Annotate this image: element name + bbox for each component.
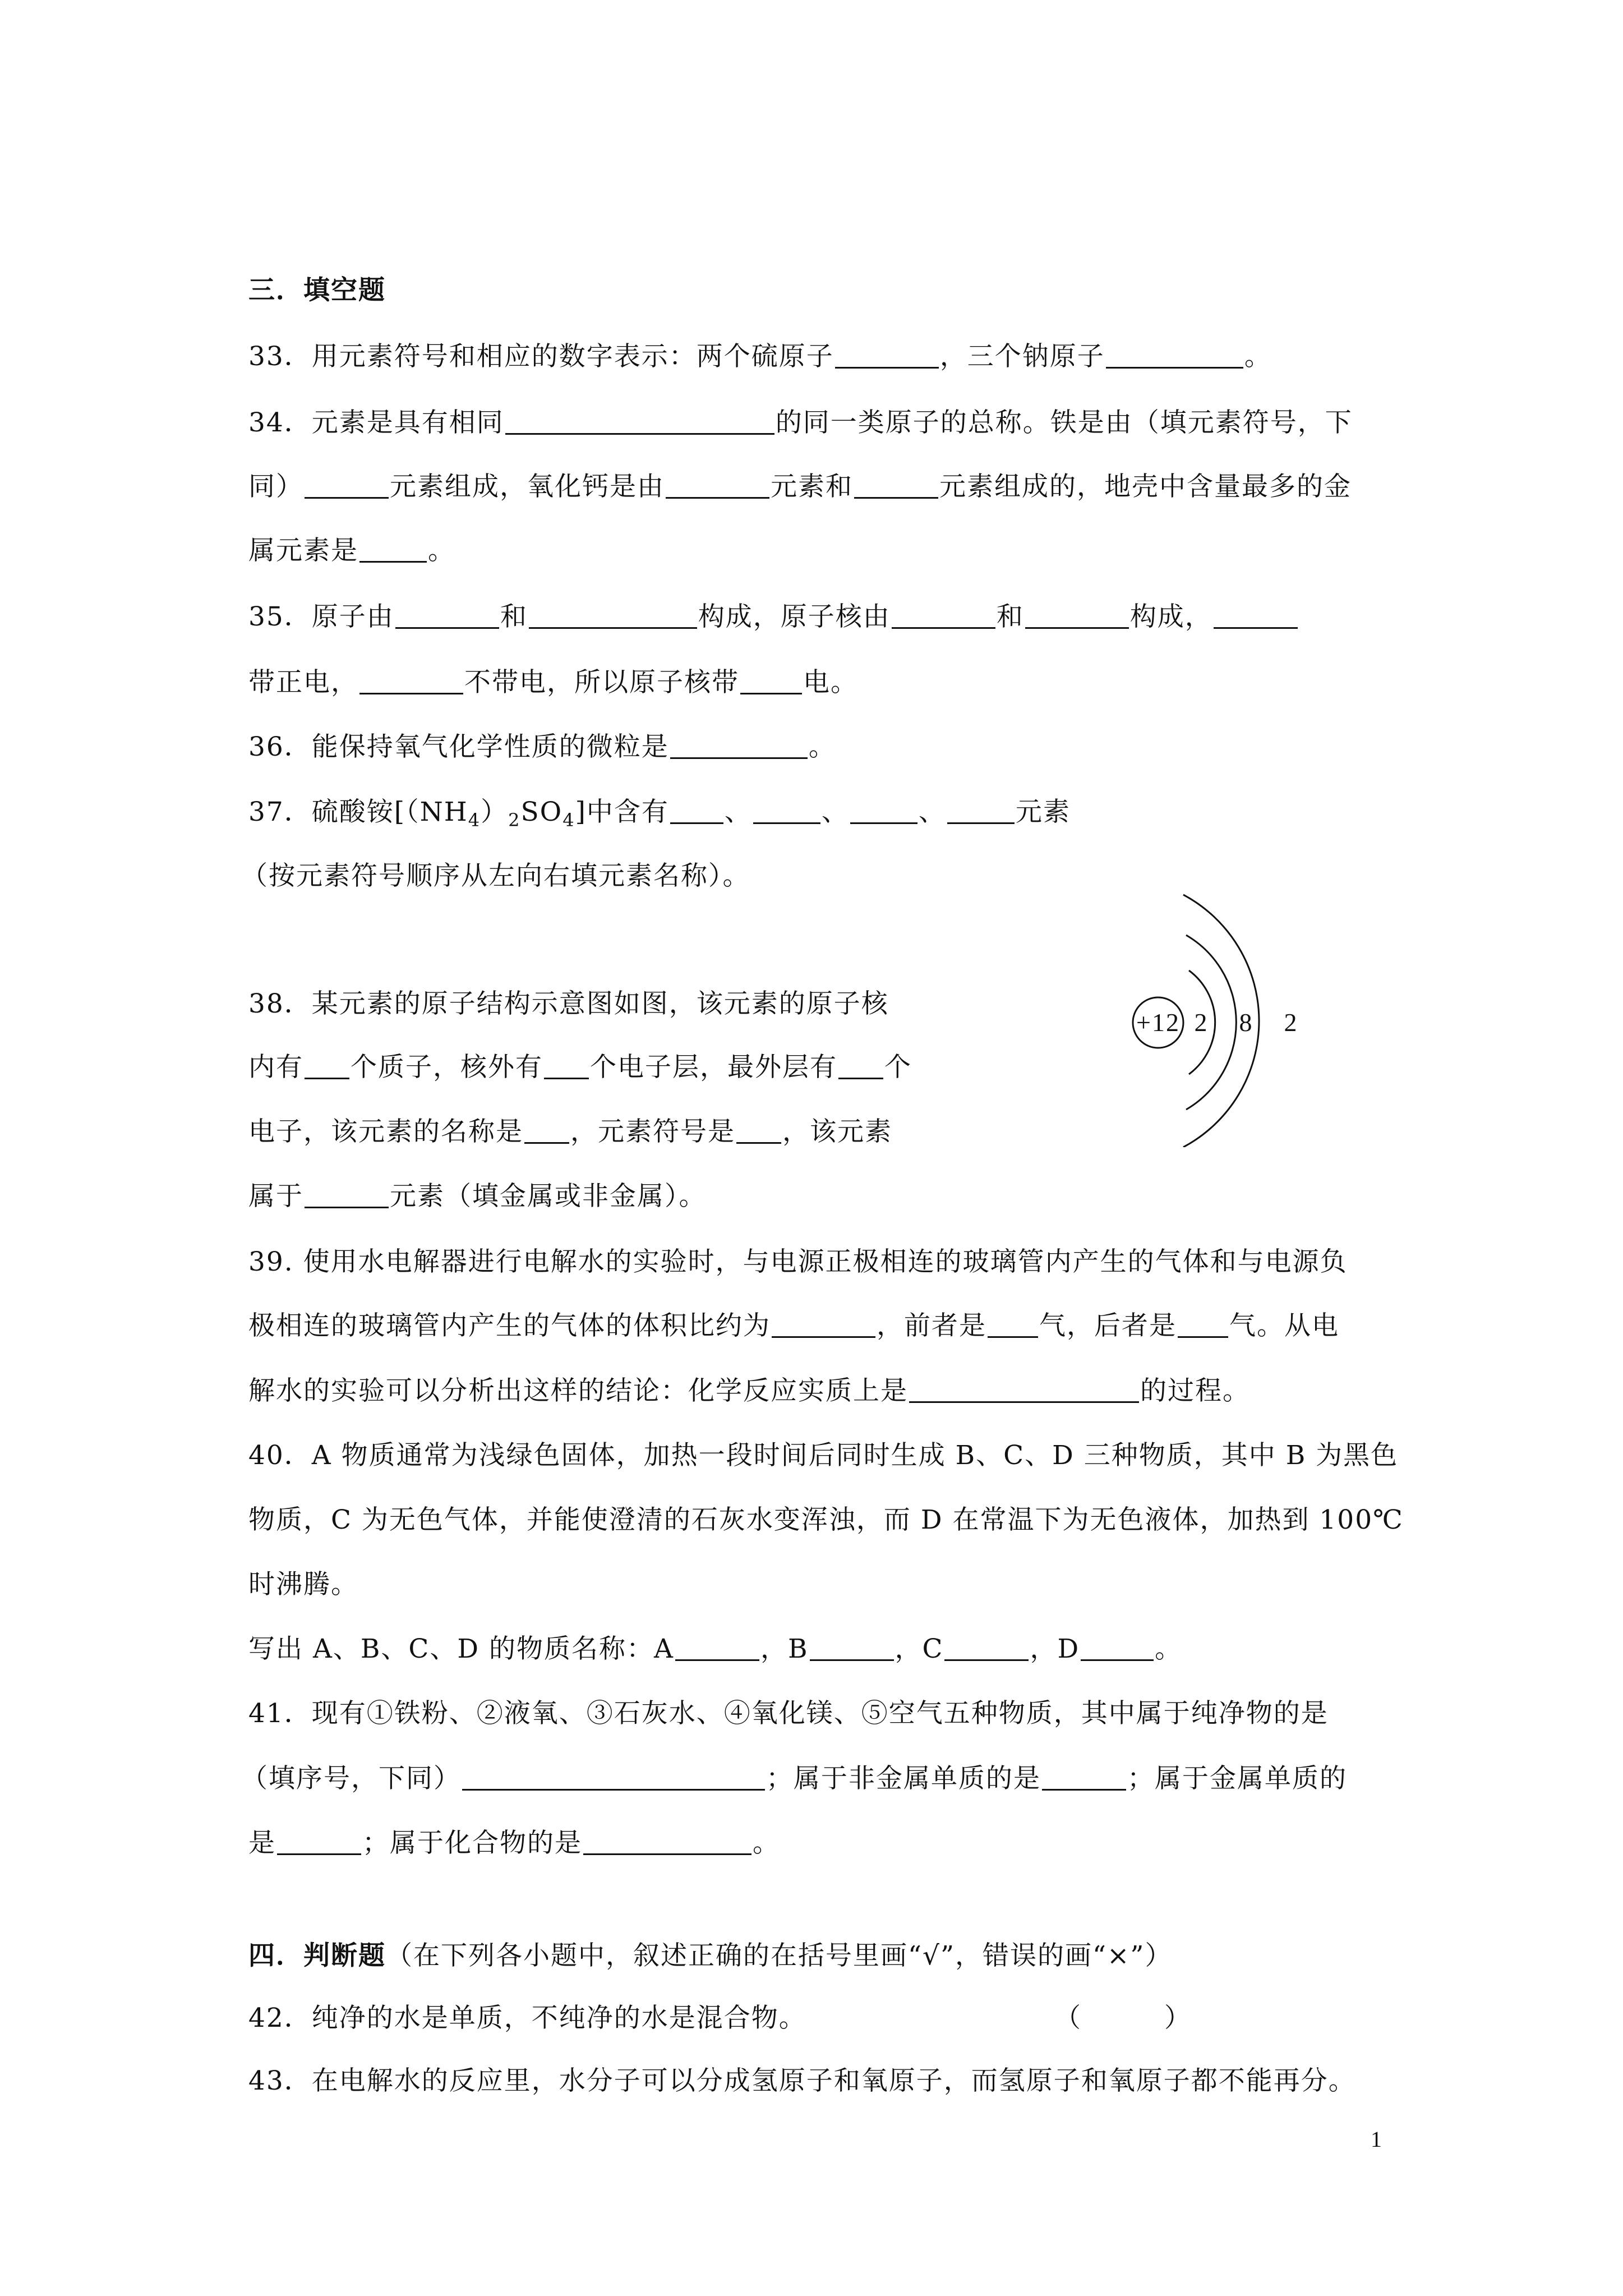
- question-40-line2: 物质，C 为无色气体，并能使澄清的石灰水变浑浊，而 D 在常温下为无色液体，加热到 100℃: [248, 1504, 1404, 1535]
- section4-instruction: （在下列各小题中，叙述正确的在括号里画“√”，错误的画“×”）: [386, 1940, 1173, 1971]
- question-42-answer-parens[interactable]: （ ）: [1054, 2003, 1192, 2033]
- shell-3-electrons: 2: [1284, 1008, 1298, 1037]
- answer-blank[interactable]: [835, 340, 939, 369]
- question-40-line1: 40．A 物质通常为浅绿色固体，加热一段时间后同时生成 B、C、D 三种物质，其中 B 为黑色: [248, 1440, 1399, 1471]
- answer-blank[interactable]: [1106, 340, 1243, 369]
- answer-blank[interactable]: [666, 470, 769, 499]
- answer-blank[interactable]: [675, 1632, 759, 1661]
- answer-blank[interactable]: [947, 795, 1015, 824]
- answer-blank[interactable]: [524, 1115, 569, 1144]
- answer-blank[interactable]: [753, 795, 820, 824]
- question-34-line3: 属元素是 。: [248, 535, 455, 566]
- question-38-line3: 电子，该元素的名称是 ，元素符号是 ，该元素: [248, 1116, 892, 1147]
- question-43: 43．在电解水的反应里，水分子可以分成氢原子和氧原子，而氢原子和氧原子都不能再分。: [248, 2065, 1356, 2096]
- answer-blank[interactable]: [544, 1051, 589, 1079]
- answer-blank[interactable]: [736, 1115, 781, 1144]
- answer-blank[interactable]: [359, 666, 463, 694]
- answer-blank[interactable]: [395, 600, 499, 629]
- answer-blank[interactable]: [1081, 1632, 1154, 1661]
- answer-blank[interactable]: [505, 406, 774, 435]
- question-41-line2: （填序号，下同） ；属于非金属单质的是 ；属于金属单质的: [241, 1763, 1347, 1794]
- answer-blank[interactable]: [892, 600, 995, 629]
- question-39-line2: 极相连的玻璃管内产生的气体的体积比约为 ，前者是 气，后者是 气。从电: [248, 1310, 1339, 1341]
- question-34-line2: 同） 元素组成，氧化钙是由 元素和 元素组成的，地壳中含量最多的金: [248, 471, 1352, 502]
- answer-blank[interactable]: [305, 1051, 349, 1079]
- section3-heading: 三．填空题: [248, 275, 386, 306]
- question-39-line1: 39. 使用水电解器进行电解水的实验时，与电源正极相连的玻璃管内产生的气体和与电源负: [248, 1246, 1348, 1277]
- question-38-line2: 内有 个质子，核外有 个电子层，最外层有 个: [248, 1052, 912, 1083]
- section4-heading-line: [248, 1939, 1172, 1973]
- question-34-line1: 34．元素是具有相同 的同一类原子的总称。铁是由（填元素符号，下: [248, 407, 1353, 438]
- answer-blank[interactable]: [944, 1632, 1029, 1661]
- question-38-line1: 38．某元素的原子结构示意图如图，该元素的原子核: [248, 988, 889, 1019]
- answer-blank[interactable]: [1178, 1309, 1228, 1338]
- question-36: 36．能保持氧气化学性质的微粒是 。: [248, 731, 836, 762]
- question-40-line4: 写出 A、B、C、D 的物质名称：A ，B ，C ，D 。: [248, 1634, 1183, 1664]
- question-37-line1: 37．硫酸铵$[(NH_4)_2SO_4]$中含有 、 、 、 元素: [248, 797, 1071, 831]
- answer-blank[interactable]: [838, 1051, 883, 1079]
- shell-2-electrons: 8: [1239, 1008, 1253, 1037]
- answer-blank[interactable]: [462, 1762, 765, 1791]
- question-39-line3: 解水的实验可以分析出这样的结论：化学反应实质上是 的过程。: [248, 1375, 1250, 1406]
- answer-blank[interactable]: [854, 470, 938, 499]
- section4-heading: 四．判断题: [248, 1940, 386, 1971]
- question-42: 42．纯净的水是单质，不纯净的水是混合物。: [248, 2003, 806, 2033]
- answer-blank[interactable]: [583, 1826, 751, 1855]
- answer-blank[interactable]: [810, 1632, 894, 1661]
- electron-shell-2: [1186, 935, 1236, 1110]
- answer-blank[interactable]: [670, 730, 808, 759]
- answer-blank[interactable]: [305, 1180, 389, 1208]
- answer-blank[interactable]: [305, 470, 389, 499]
- question-35-line1: 35．原子由 和 构成，原子核由 和 构成，: [248, 600, 1299, 634]
- question-41-line1: 41．现有①铁粉、②液氧、③石灰水、④氧化镁、⑤空气五种物质，其中属于纯净物的是: [248, 1698, 1329, 1729]
- question-41-line3: 是 ；属于化合物的是 。: [248, 1828, 780, 1858]
- answer-blank[interactable]: [850, 795, 917, 824]
- nucleus-charge: +12: [1136, 1008, 1180, 1037]
- atomic-structure-diagram: [1127, 884, 1340, 1147]
- answer-blank[interactable]: [359, 534, 427, 563]
- answer-blank[interactable]: [670, 795, 723, 824]
- answer-blank[interactable]: [1042, 1762, 1126, 1791]
- question-35-line2: 带正电， 不带电，所以原子核带 电。: [248, 667, 858, 698]
- answer-blank[interactable]: [277, 1826, 361, 1855]
- answer-blank[interactable]: [1214, 600, 1298, 629]
- answer-blank[interactable]: [988, 1309, 1038, 1338]
- question-40-line3: 时沸腾。: [248, 1569, 358, 1600]
- answer-blank[interactable]: [909, 1374, 1139, 1403]
- question-37-line2: （按元素符号顺序从左向右填元素名称）。: [241, 861, 750, 891]
- answer-blank[interactable]: [740, 666, 802, 694]
- question-33: 33．用元素符号和相应的数字表示：两个硫原子 ，三个钠原子 。: [248, 341, 1272, 372]
- answer-blank[interactable]: [772, 1309, 875, 1338]
- answer-blank[interactable]: [529, 600, 697, 629]
- page-number: 1: [1371, 2127, 1383, 2152]
- question-38-line4: 属于 元素（填金属或非金属）。: [248, 1181, 707, 1212]
- answer-blank[interactable]: [1025, 600, 1129, 629]
- shell-1-electrons: 2: [1194, 1008, 1209, 1037]
